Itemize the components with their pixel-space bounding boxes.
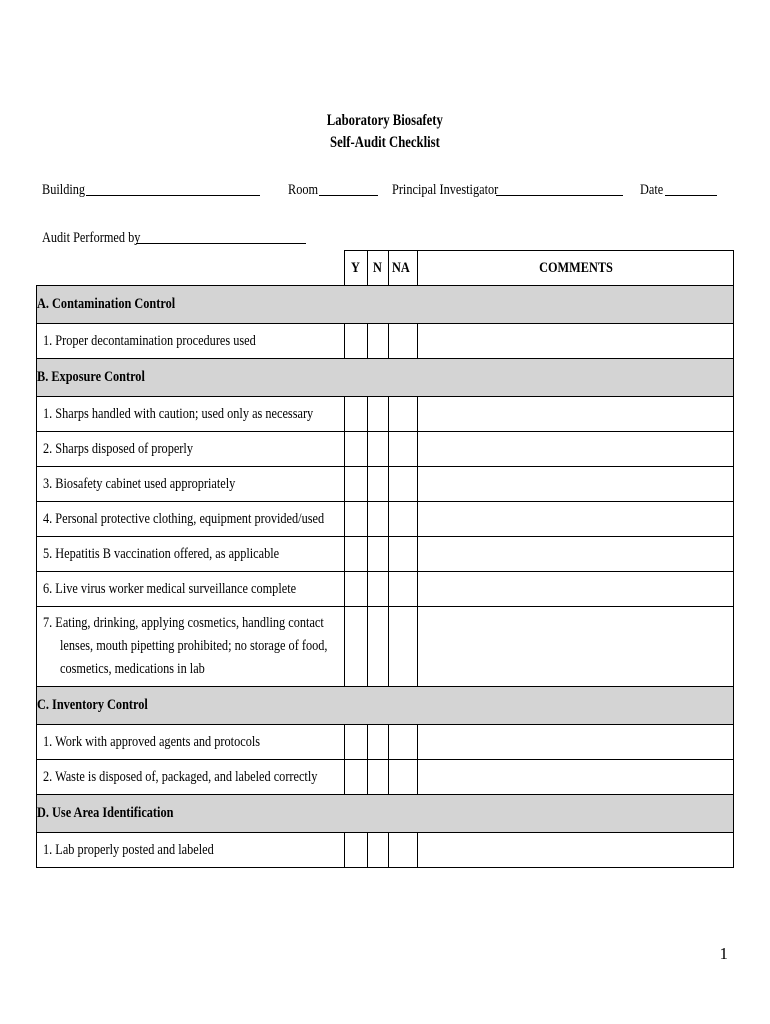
y-checkbox[interactable]	[345, 467, 368, 502]
section-b-heading: B. Exposure Control	[37, 369, 145, 385]
item-label-cell	[37, 725, 345, 760]
n-checkbox[interactable]	[368, 833, 389, 868]
column-header-row	[37, 251, 734, 286]
comments-cell[interactable]	[418, 432, 734, 467]
table-row	[37, 725, 734, 760]
n-checkbox[interactable]	[368, 572, 389, 607]
item-label: 1. Proper decontamination procedures used	[43, 332, 256, 349]
building-field[interactable]	[42, 182, 95, 199]
na-checkbox[interactable]	[389, 467, 418, 502]
principal-investigator-line	[496, 195, 623, 196]
n-checkbox[interactable]	[368, 725, 389, 760]
item-label-cell	[37, 502, 345, 537]
na-checkbox[interactable]	[389, 833, 418, 868]
comments-cell[interactable]	[418, 467, 734, 502]
na-checkbox[interactable]	[389, 572, 418, 607]
item-label-cell	[37, 572, 345, 607]
date-line	[665, 195, 717, 196]
y-checkbox[interactable]	[345, 760, 368, 795]
audit-performed-by-line	[136, 243, 306, 244]
column-na-label: NA	[392, 259, 410, 276]
table-row	[37, 324, 734, 359]
table-row	[37, 397, 734, 432]
item-label-cell	[37, 467, 345, 502]
building-line	[86, 195, 260, 196]
y-checkbox[interactable]	[345, 324, 368, 359]
table-row	[37, 432, 734, 467]
building-label: Building	[42, 182, 86, 198]
section-d-heading: D. Use Area Identification	[37, 805, 174, 821]
na-checkbox[interactable]	[389, 725, 418, 760]
item-label: 1. Sharps handled with caution; used only as necessary	[43, 405, 314, 422]
date-label: Date	[640, 182, 664, 198]
principal-investigator-field[interactable]	[392, 182, 522, 199]
na-checkbox[interactable]	[389, 607, 418, 687]
checklist-table	[36, 250, 734, 868]
n-checkbox[interactable]	[368, 607, 389, 687]
room-field[interactable]	[288, 182, 325, 199]
na-checkbox[interactable]	[389, 432, 418, 467]
y-checkbox[interactable]	[345, 537, 368, 572]
column-n-header	[368, 251, 389, 286]
item-label-line-1: 7. Eating, drinking, applying cosmetics, handling contact	[43, 615, 324, 631]
section-a-heading: A. Contamination Control	[37, 296, 176, 312]
audit-performed-by-label: Audit Performed by	[42, 230, 141, 246]
comments-cell[interactable]	[418, 760, 734, 795]
comments-cell[interactable]	[418, 607, 734, 687]
comments-cell[interactable]	[418, 397, 734, 432]
n-checkbox[interactable]	[368, 502, 389, 537]
item-label: 4. Personal protective clothing, equipment provided/used	[43, 510, 325, 527]
audit-performed-by-field[interactable]	[42, 230, 162, 247]
na-checkbox[interactable]	[389, 324, 418, 359]
item-label: 2. Waste is disposed of, packaged, and labeled correctly	[43, 768, 318, 785]
date-field[interactable]	[640, 182, 668, 199]
column-comments-label: COMMENTS	[538, 259, 613, 276]
table-row	[37, 537, 734, 572]
item-label: 3. Biosafety cabinet used appropriately	[43, 475, 236, 492]
item-label-line-3: cosmetics, medications in lab	[60, 661, 205, 677]
comments-cell[interactable]	[418, 572, 734, 607]
section-a-header	[37, 286, 734, 324]
n-checkbox[interactable]	[368, 760, 389, 795]
comments-cell[interactable]	[418, 537, 734, 572]
na-checkbox[interactable]	[389, 760, 418, 795]
page-number: 1	[719, 944, 728, 963]
y-checkbox[interactable]	[345, 833, 368, 868]
item-label-line-2: lenses, mouth pipetting prohibited; no storage of food,	[60, 638, 328, 654]
item-label: 6. Live virus worker medical surveillance complete	[43, 580, 297, 597]
column-y-label: Y	[350, 259, 360, 276]
item-label-cell	[37, 760, 345, 795]
comments-cell[interactable]	[418, 725, 734, 760]
y-checkbox[interactable]	[345, 725, 368, 760]
room-label: Room	[288, 182, 319, 198]
comments-cell[interactable]	[418, 833, 734, 868]
n-checkbox[interactable]	[368, 537, 389, 572]
y-checkbox[interactable]	[345, 397, 368, 432]
n-checkbox[interactable]	[368, 397, 389, 432]
table-row	[37, 760, 734, 795]
n-checkbox[interactable]	[368, 432, 389, 467]
item-label: 5. Hepatitis B vaccination offered, as applicable	[43, 545, 280, 562]
y-checkbox[interactable]	[345, 607, 368, 687]
section-c-heading: C. Inventory Control	[37, 697, 148, 713]
item-label: 1. Lab properly posted and labeled	[43, 841, 214, 858]
column-n-label: N	[372, 259, 382, 276]
item-label: 1. Work with approved agents and protocols	[43, 733, 261, 750]
comments-cell[interactable]	[418, 502, 734, 537]
comments-cell[interactable]	[418, 324, 734, 359]
na-checkbox[interactable]	[389, 502, 418, 537]
y-checkbox[interactable]	[345, 432, 368, 467]
na-checkbox[interactable]	[389, 537, 418, 572]
na-checkbox[interactable]	[389, 397, 418, 432]
n-checkbox[interactable]	[368, 324, 389, 359]
document-title	[0, 110, 770, 154]
header-fields	[42, 182, 742, 202]
table-row	[37, 572, 734, 607]
table-row	[37, 502, 734, 537]
item-label-cell	[37, 537, 345, 572]
principal-investigator-label: Principal Investigator	[392, 182, 499, 198]
header-blank-cell	[37, 251, 345, 286]
n-checkbox[interactable]	[368, 467, 389, 502]
item-label-cell	[37, 432, 345, 467]
item-label-cell	[37, 397, 345, 432]
title-line-2: Self-Audit Checklist	[330, 134, 440, 151]
section-b-header	[37, 359, 734, 397]
column-na-header	[389, 251, 418, 286]
table-row	[37, 467, 734, 502]
section-c-header	[37, 687, 734, 725]
title-line-1: Laboratory Biosafety	[326, 112, 444, 129]
item-label-cell	[37, 607, 345, 687]
item-label-cell	[37, 324, 345, 359]
table-row	[37, 833, 734, 868]
table-row	[37, 607, 734, 687]
section-d-header	[37, 795, 734, 833]
column-y-header	[345, 251, 368, 286]
item-label-cell	[37, 833, 345, 868]
item-label: 2. Sharps disposed of properly	[43, 440, 193, 457]
y-checkbox[interactable]	[345, 572, 368, 607]
y-checkbox[interactable]	[345, 502, 368, 537]
column-comments-header	[418, 251, 734, 286]
room-line	[319, 195, 378, 196]
